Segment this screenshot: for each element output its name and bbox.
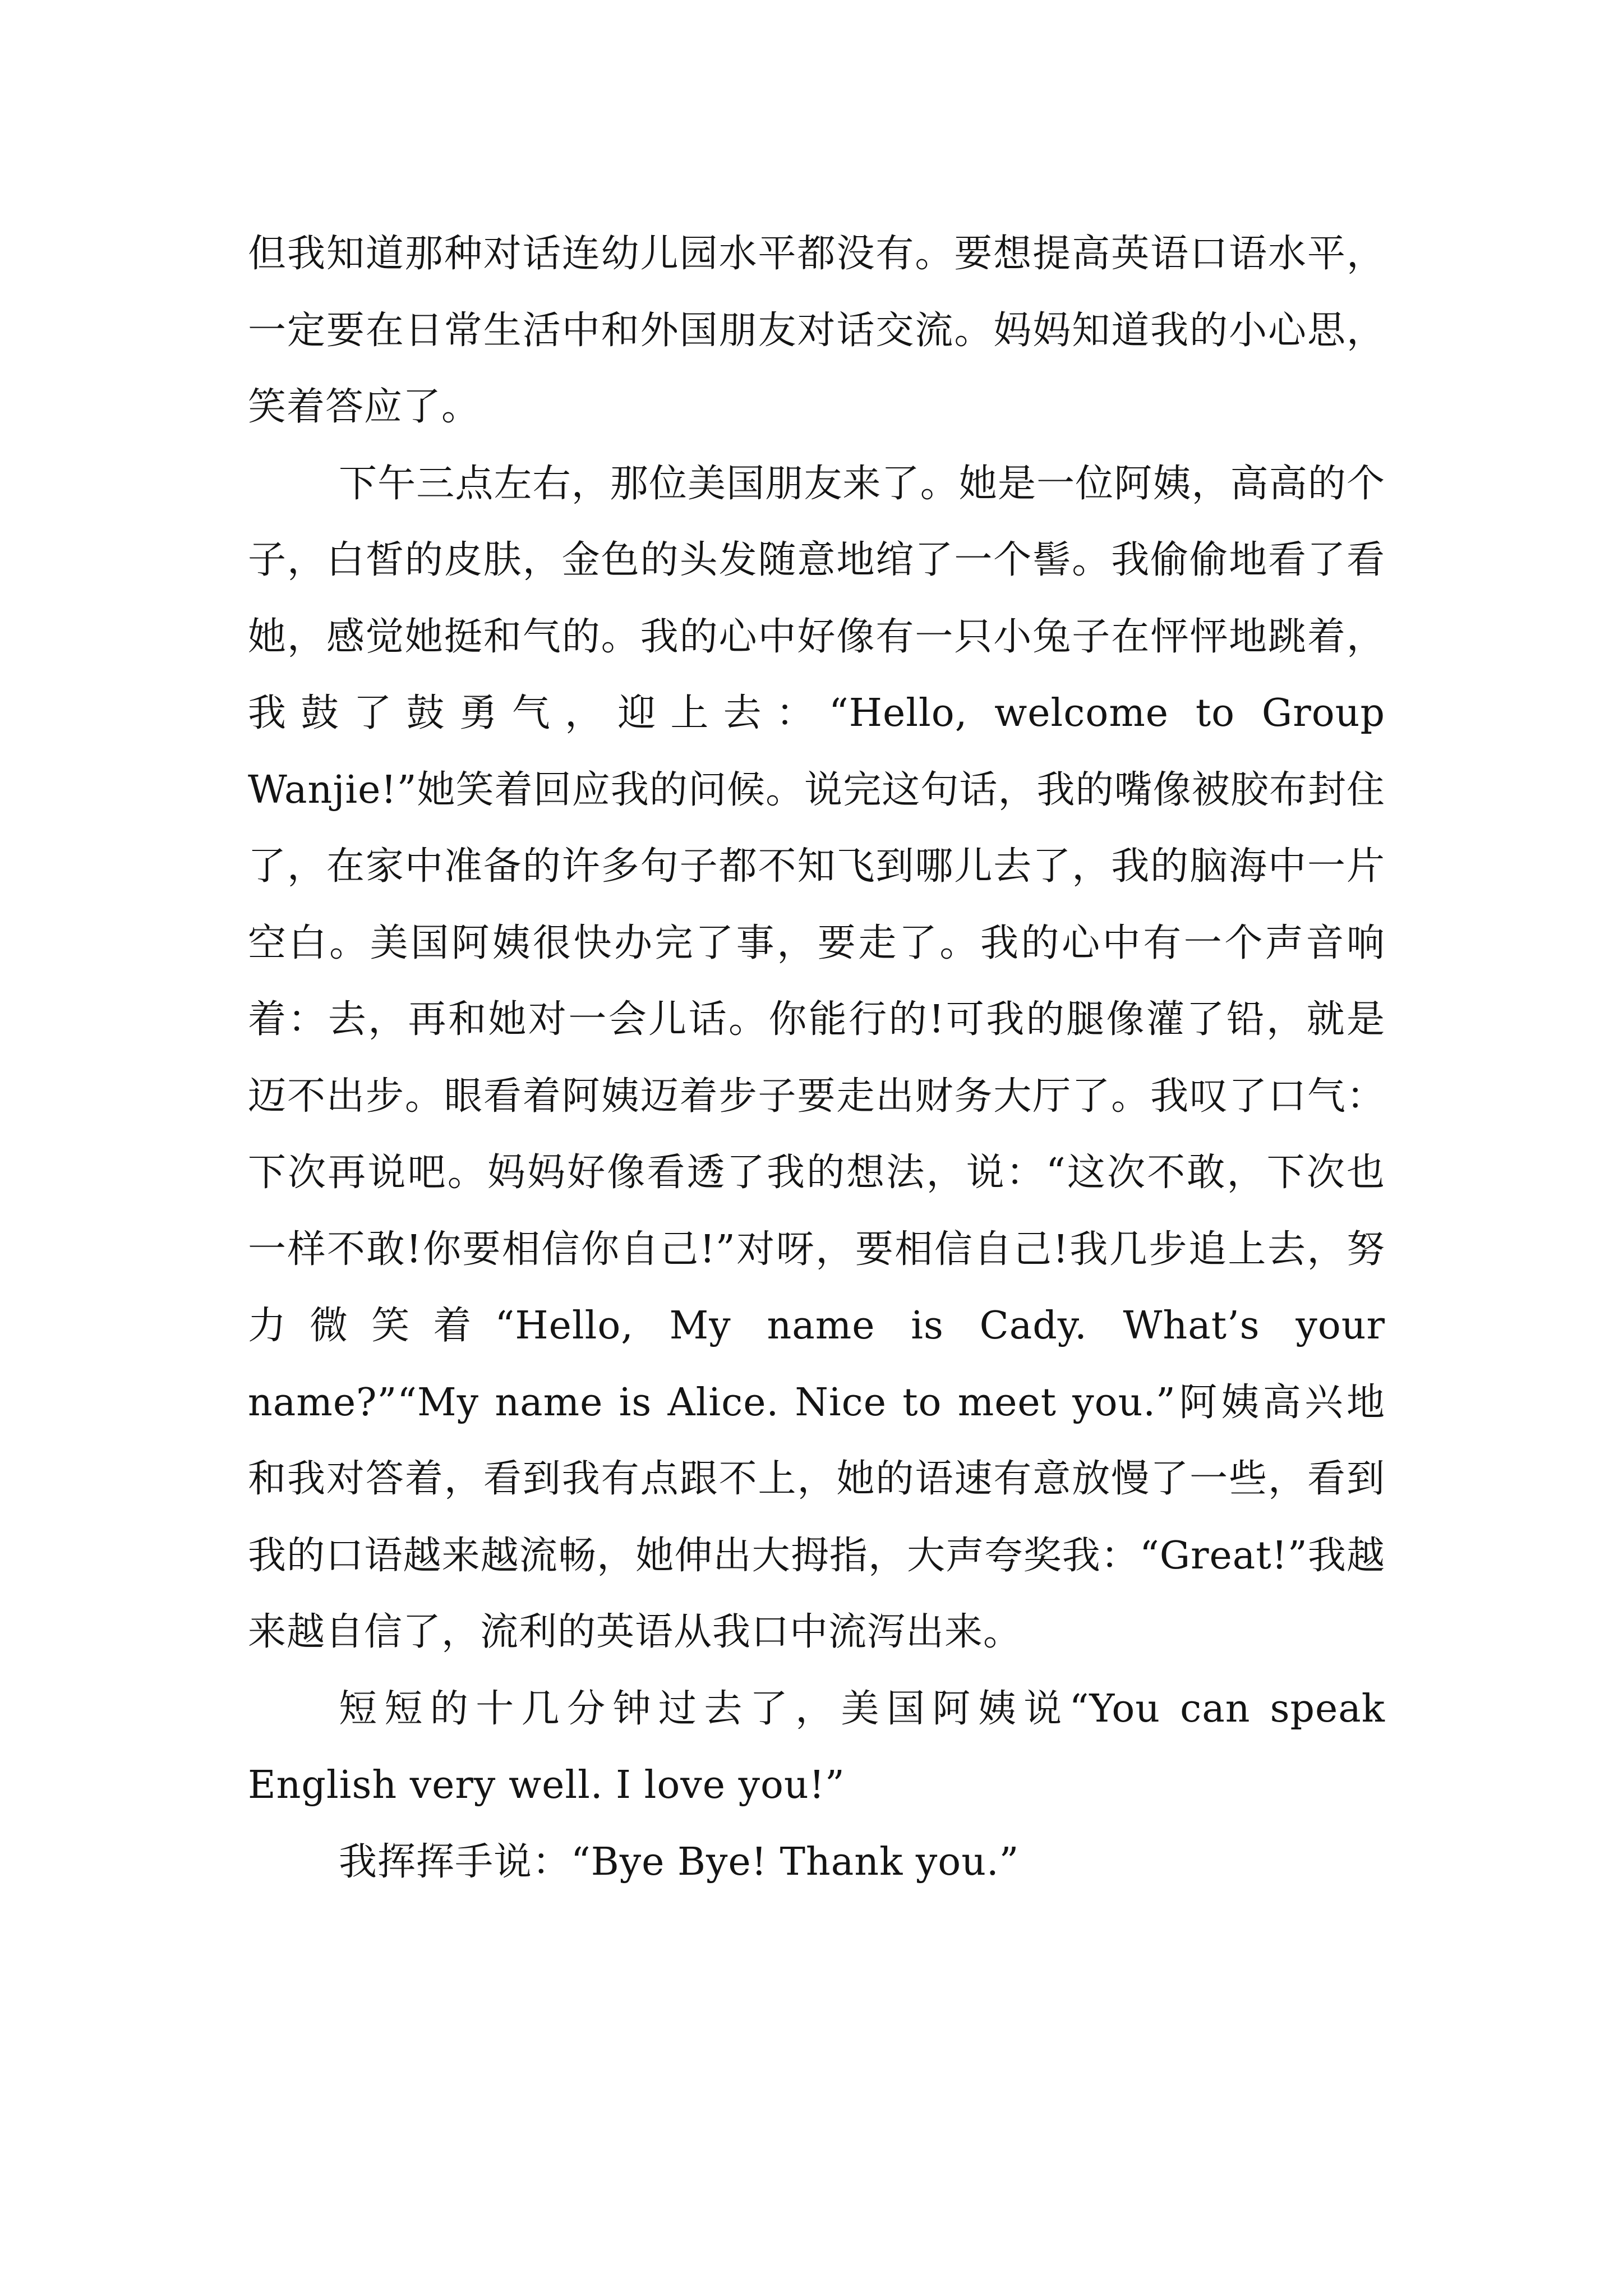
- paragraph-praise: 短短的十几分钟过去了，美国阿姨说“You can speak English very well. I love you!”: [248, 1686, 1385, 1807]
- paragraph-continuation: 但我知道那种对话连幼儿园水平都没有。要想提高英语口语水平，一定要在日常生活中和外国朋友对话交流。妈妈知道我的小心思，笑着答应了。: [248, 232, 1385, 429]
- document-body: [248, 216, 1385, 1901]
- paragraph-goodbye: 我挥挥手说：“Bye Bye! Thank you.”: [339, 1839, 1020, 1884]
- paragraph-meeting-alice: 下午三点左右，那位美国朋友来了。她是一位阿姨，高高的个子，白皙的皮肤，金色的头发随意地绾了一个髻。我偷偷地看了看她，感觉她挺和气的。我的心中好像有一只小兔子在怦怦地跳着，我鼓了鼓勇气，迎上去：“Hello, welcome to Group Wanjie!”她笑着回应我的问候。说完这句话，我的嘴像被胶布封住了，在家中准备的许多句子都不知飞到哪儿去了，我的脑海中一片空白。美国阿姨很快办完了事，要走了。我的心中有一个声音响着：去，再和她对一会儿话。你能行的!可我的腿像灌了铅，就是迈不出步。眼看着阿姨迈着步子要走出财务大厅了。我叹了口气：下次再说吧。妈妈好像看透了我的想法，说：“这次不敢，下次也一样不敢!你要相信你自己!”对呀，要相信自己!我几步追上去，努力微笑着“Hello, My name is Cady. What’s your name?”“My name is Alice. Nice to meet you.”阿姨高兴地和我对答着，看到我有点跟不上，她的语速有意放慢了一些，看到我的口语越来越流畅，她伸出大拇指，大声夸奖我：“Great!”我越来越自信了，流利的英语从我口中流泻出来。: [248, 461, 1385, 1654]
